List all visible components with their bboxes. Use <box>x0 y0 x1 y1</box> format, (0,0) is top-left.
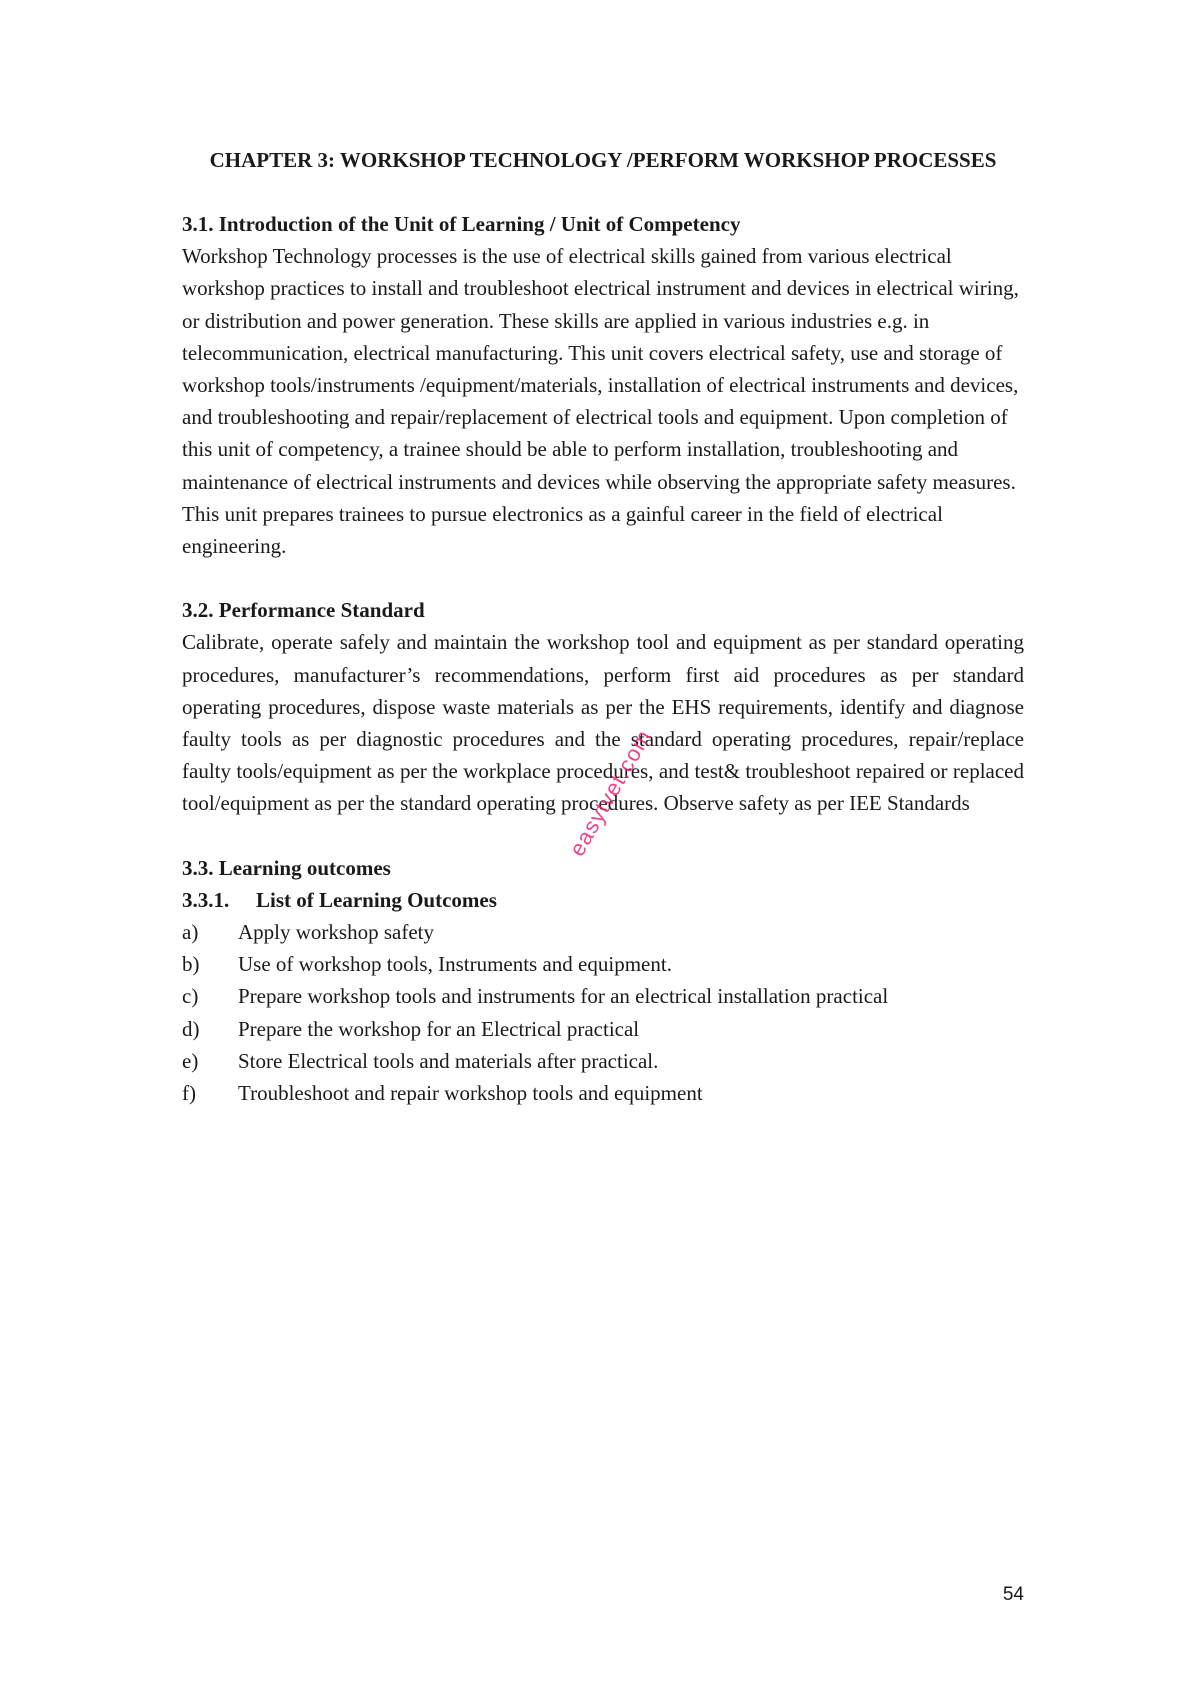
list-marker: f) <box>182 1081 196 1106</box>
list-marker: e) <box>182 1048 199 1073</box>
list-marker: c) <box>182 984 199 1009</box>
subsection-heading-list-of-outcomes <box>182 884 1024 916</box>
section-heading-introduction: 3.1. Introduction of the Unit of Learning / Unit of Competency <box>182 212 741 236</box>
chapter-title: CHAPTER 3: WORKSHOP TECHNOLOGY /PERFORM WORKSHOP PROCESSES <box>209 148 997 172</box>
introduction-paragraph: Workshop Technology processes is the use of electrical skills gained from various electrical workshop practices to install and troubleshoot electrical instrument and devices in electrical wiring, or distribution and power generation. These skills are applied in various industries e.g. in telecommunication, electrical manufacturing. This unit covers electrical safety, use and storage of workshop tools/instruments /equipment/materials, installation of electrical instruments and devices, and troubleshooting and repair/replacement of electrical tools and equipment. Upon completion of this unit of competency, a trainee should be able to perform installation, troubleshooting and maintenance of electrical instruments and devices while observing the appropriate safety measures. This unit prepares trainees to pursue electronics as a gainful career in the field of electrical engineering. <box>182 244 1019 559</box>
list-item-text: Apply workshop safety <box>238 920 434 945</box>
list-item-text: Prepare workshop tools and instruments for an electrical installation practical <box>238 984 889 1009</box>
page-number: 54 <box>1002 1584 1024 1605</box>
list-item <box>182 1045 1024 1077</box>
subsection-title: List of Learning Outcomes <box>256 887 497 912</box>
learning-outcomes-list <box>182 916 1024 1109</box>
page-content <box>182 144 1024 1109</box>
list-item <box>182 1013 1024 1045</box>
list-item-text: Troubleshoot and repair workshop tools and equipment <box>238 1081 703 1106</box>
list-item <box>182 948 1024 980</box>
list-marker: a) <box>182 920 199 945</box>
section-heading-performance-standard: 3.2. Performance Standard <box>182 598 425 623</box>
list-item <box>182 916 1024 948</box>
subsection-number: 3.3.1. <box>182 887 230 912</box>
list-item <box>182 980 1024 1012</box>
list-marker: d) <box>182 1016 200 1041</box>
spacer <box>182 562 1024 594</box>
list-item-text: Use of workshop tools, Instruments and equipment. <box>238 952 672 977</box>
list-marker: b) <box>182 952 200 977</box>
list-item-text: Prepare the workshop for an Electrical practical <box>238 1016 640 1041</box>
section-heading-learning-outcomes: 3.3. Learning outcomes <box>182 855 391 880</box>
performance-standard-paragraph: Calibrate, operate safely and maintain the workshop tool and equipment as per standard operating procedures, manufacturer’s recommendations, perform first aid procedures as per standard operating procedures, dispose waste materials as per the EHS requirements, identify and diagnose faulty tools as per diagnostic procedures and the standard operating procedures, repair/replace faulty tools/equipment as per the workplace procedures, and test& troubleshoot repaired or replaced tool/equipment as per the standard operating procedures. Observe safety as per IEE Standards <box>182 630 1024 816</box>
spacer <box>182 176 1024 208</box>
list-item-text: Store Electrical tools and materials after practical. <box>238 1048 659 1073</box>
list-item <box>182 1077 1024 1109</box>
watermark: easytvet.com <box>564 725 657 861</box>
